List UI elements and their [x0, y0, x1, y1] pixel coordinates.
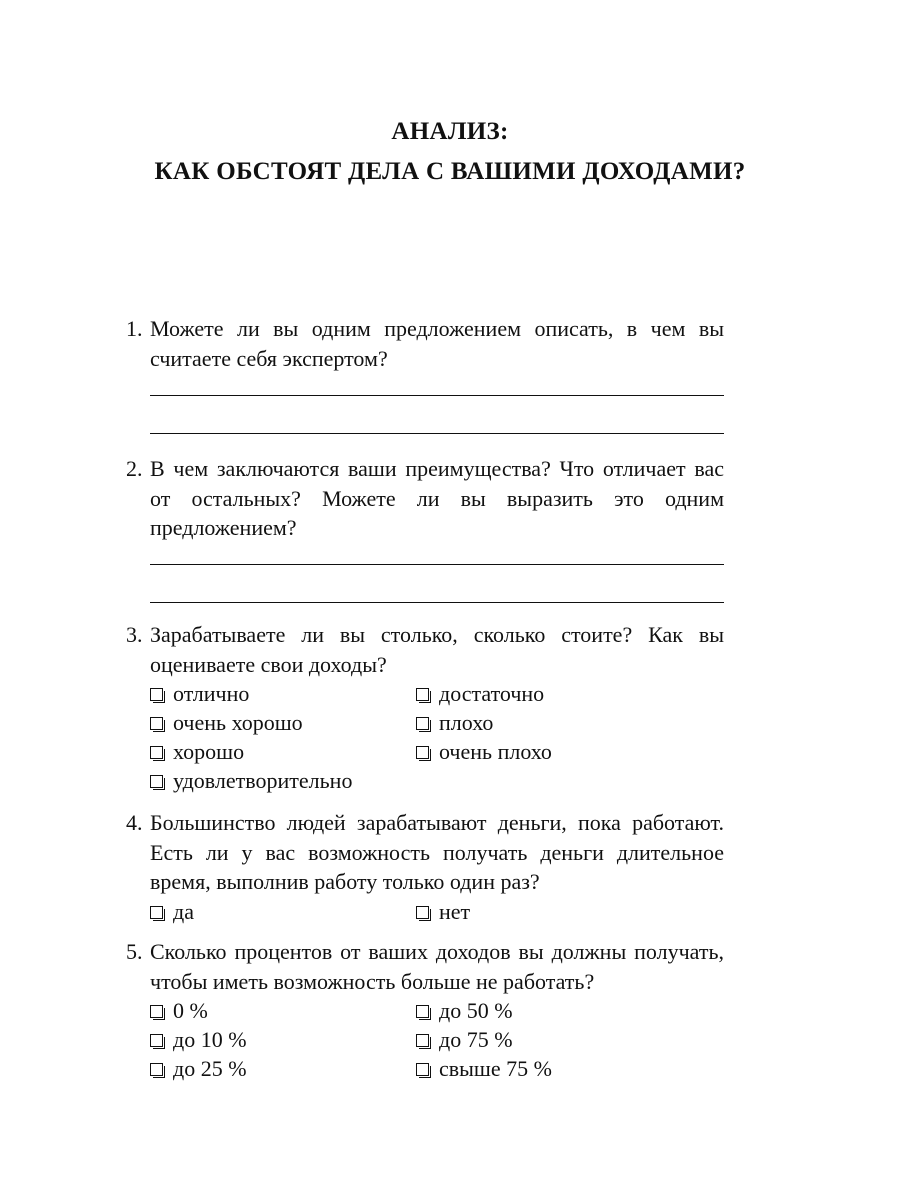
answer-line[interactable]: [150, 564, 724, 565]
option-label: до 75 %: [439, 1027, 513, 1052]
checkbox-icon[interactable]: [416, 1005, 429, 1018]
checkbox-icon[interactable]: [150, 688, 163, 701]
checkbox-icon[interactable]: [416, 906, 429, 919]
option-label: 0 %: [173, 998, 208, 1023]
checkbox-icon[interactable]: [150, 717, 163, 730]
checkbox-icon[interactable]: [150, 1034, 163, 1047]
option-label: очень плохо: [439, 739, 552, 764]
checkbox-icon[interactable]: [416, 688, 429, 701]
option[interactable]: [150, 766, 416, 795]
option-label: плохо: [439, 710, 494, 735]
checkbox-icon[interactable]: [416, 746, 429, 759]
question-text: Зарабатываете ли вы столько, сколько стоите? Как вы оцениваете свои доходы?: [150, 622, 724, 677]
question-2: [126, 454, 724, 603]
option[interactable]: [150, 897, 416, 926]
option[interactable]: [416, 1054, 716, 1083]
option[interactable]: [150, 1025, 416, 1054]
title-line-2: КАК ОБСТОЯТ ДЕЛА С ВАШИМИ ДОХОДАМИ?: [154, 158, 746, 185]
answer-line[interactable]: [150, 395, 724, 396]
title-line-1: АНАЛИЗ:: [391, 118, 509, 145]
option-label: удовлетворительно: [173, 768, 353, 793]
checkbox-icon[interactable]: [150, 906, 163, 919]
question-1: [126, 314, 724, 434]
option-label: да: [173, 898, 194, 924]
option-label: достаточно: [439, 681, 545, 706]
option-label: до 10 %: [173, 1027, 247, 1052]
checkbox-icon[interactable]: [150, 775, 163, 788]
option[interactable]: [416, 708, 716, 737]
option[interactable]: [150, 679, 416, 708]
checkbox-icon[interactable]: [416, 1034, 429, 1047]
options-grid: [150, 897, 724, 926]
option-label: до 50 %: [439, 998, 513, 1023]
question-number: 1.: [126, 316, 143, 341]
option-label: отлично: [173, 681, 250, 706]
question-number: 5.: [126, 939, 143, 964]
question-5: [126, 937, 724, 1083]
option-label: свыше 75 %: [439, 1056, 552, 1081]
checkbox-icon[interactable]: [416, 1063, 429, 1076]
question-text: В чем заключаются ваши преимущества? Что отличает вас от остальных? Можете ли вы выразить это одним предложением?: [150, 456, 724, 540]
options-grid: [150, 679, 724, 795]
question-4: [126, 808, 724, 926]
question-3: [126, 620, 724, 795]
option[interactable]: [416, 996, 716, 1025]
options-grid: [150, 996, 724, 1083]
checkbox-icon[interactable]: [150, 746, 163, 759]
question-number: 3.: [126, 622, 143, 647]
option-label: нет: [439, 898, 471, 924]
option[interactable]: [150, 1054, 416, 1083]
checkbox-icon[interactable]: [150, 1063, 163, 1076]
option[interactable]: [150, 737, 416, 766]
option[interactable]: [150, 996, 416, 1025]
question-number: 4.: [126, 810, 143, 835]
answer-line[interactable]: [150, 602, 724, 603]
answer-line[interactable]: [150, 433, 724, 434]
question-text: Большинство людей зарабатывают деньги, пока работают. Есть ли у вас возможность получать деньги длительное время, выполнив работу только один раз?: [150, 810, 724, 894]
checkbox-icon[interactable]: [416, 717, 429, 730]
question-number: 2.: [126, 456, 143, 481]
option[interactable]: [416, 1025, 716, 1054]
question-text: Можете ли вы одним предложением описать, в чем вы считаете себя экспертом?: [150, 316, 724, 371]
option-label: хорошо: [173, 739, 245, 764]
option-label: очень хорошо: [173, 710, 303, 735]
page-title: [0, 112, 900, 192]
option[interactable]: [150, 708, 416, 737]
option[interactable]: [416, 679, 716, 708]
option[interactable]: [416, 897, 716, 926]
option[interactable]: [416, 737, 716, 766]
checkbox-icon[interactable]: [150, 1005, 163, 1018]
option-label: до 25 %: [173, 1056, 247, 1081]
question-text: Сколько процентов от ваших доходов вы должны получать, чтобы иметь возможность больше не работать?: [150, 939, 724, 994]
